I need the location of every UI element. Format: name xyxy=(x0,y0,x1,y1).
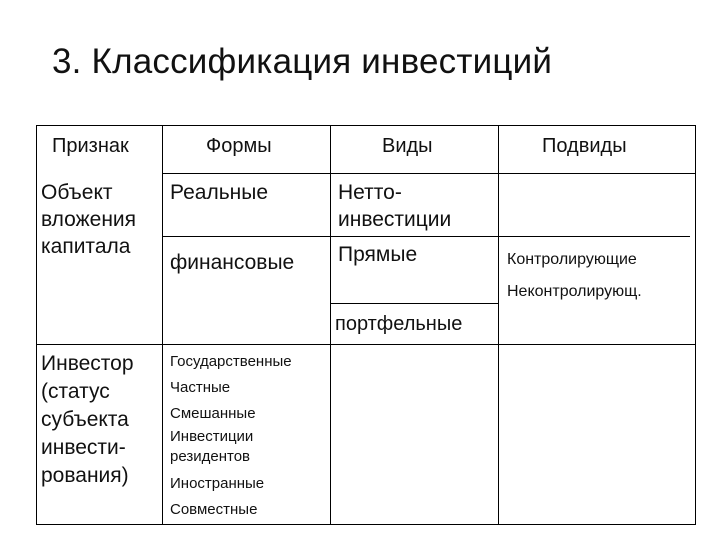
criterion-object-line3: капитала xyxy=(41,235,131,258)
list-item: резидентов xyxy=(170,448,251,466)
criterion-investor-line5: рования) xyxy=(41,464,129,487)
criterion-object-line1: Объект xyxy=(41,181,113,204)
criterion-object-line2: вложения xyxy=(41,208,137,231)
header-divider xyxy=(162,173,696,174)
classification-table xyxy=(36,125,696,525)
row-divider xyxy=(36,344,696,345)
forms-divider xyxy=(162,236,330,237)
types-divider xyxy=(330,236,690,237)
table-bottom-border xyxy=(36,524,696,525)
subtype-controlling: Контролирующие xyxy=(507,251,637,268)
header-forms: Формы xyxy=(206,135,272,157)
list-item: Инвестиции xyxy=(170,428,254,446)
type-net-line1: Нетто- xyxy=(338,181,402,204)
table-top-border xyxy=(36,125,696,126)
page-title: 3. Классификация инвестиций xyxy=(52,42,553,81)
list-item: Смешанные xyxy=(170,404,256,422)
col-divider-3 xyxy=(498,125,499,525)
criterion-investor-line4: инвести- xyxy=(41,436,126,459)
list-item: Государственные xyxy=(170,353,292,370)
criterion-investor-line2: (статус xyxy=(41,380,110,403)
list-item: Частные xyxy=(170,378,231,396)
col-divider-1 xyxy=(162,125,163,525)
form-financial: финансовые xyxy=(170,251,295,274)
type-portfolio: портфельные xyxy=(335,313,463,335)
subtype-noncontrolling: Неконтролирующ. xyxy=(507,283,642,300)
type-net-line2: инвестиции xyxy=(338,208,452,231)
criterion-investor-line1: Инвестор xyxy=(41,352,134,375)
form-real: Реальные xyxy=(170,181,269,204)
portfolio-divider xyxy=(330,303,498,304)
header-subtypes: Подвиды xyxy=(542,135,627,157)
table-left-border xyxy=(36,125,37,525)
list-item: Иностранные xyxy=(170,475,265,493)
col-divider-2 xyxy=(330,125,331,525)
header-criterion: Признак xyxy=(52,135,129,157)
table-right-border xyxy=(695,125,696,525)
criterion-investor-line3: субъекта xyxy=(41,408,129,431)
investor-forms-list xyxy=(170,349,292,523)
header-types: Виды xyxy=(382,135,433,157)
list-item: Совместные xyxy=(170,500,258,518)
type-direct: Прямые xyxy=(338,243,418,266)
